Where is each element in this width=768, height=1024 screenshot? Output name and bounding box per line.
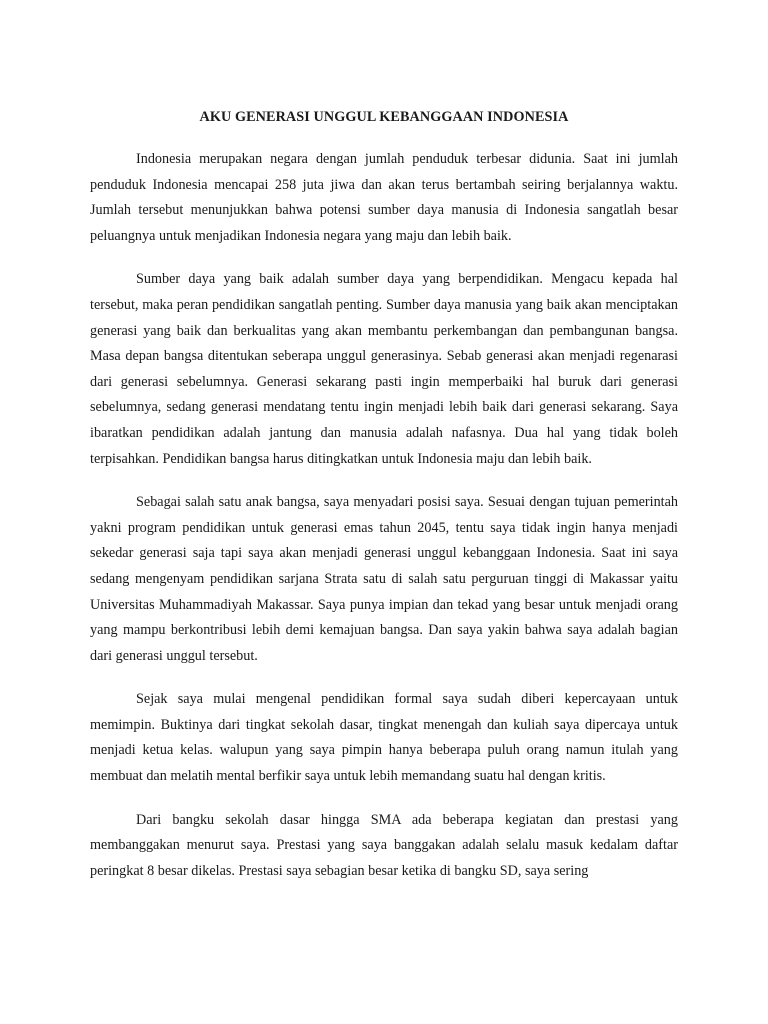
paragraph-2: Sumber daya yang baik adalah sumber daya yang berpendidikan. Mengacu kepada hal tersebut, maka peran pendidikan sangatlah penting. Sumber daya manusia yang baik akan menciptakan generasi yang baik dan berkualitas yang akan membantu perkembangan dan pembangunan bangsa. Masa depan bangsa ditentukan seberapa unggul generasinya. Sebab generasi akan menjadi regenarasi dari generasi sebelumnya. Generasi sekarang pasti ingin memperbaiki hal buruk dari generasi sebelumnya, sedang generasi mendatang tentu ingin menjadi lebih baik dari generasi sekarang. Saya ibaratkan pendidikan adalah jantung dan manusia adalah nafasnya. Dua hal yang tidak boleh terpisahkan. Pendidikan bangsa harus ditingkatkan untuk Indonesia maju dan lebih baik. [90,271,678,467]
paragraph-3: Sebagai salah satu anak bangsa, saya menyadari posisi saya. Sesuai dengan tujuan pemerintah yakni program pendidikan untuk generasi emas tahun 2045, tentu saya tidak ingin hanya menjadi sekedar generasi saja tapi saya akan menjadi generasi unggul kebanggaan Indonesia. Saat ini saya sedang mengenyam pendidikan sarjana Strata satu di salah satu perguruan tinggi di Makassar yaitu Universitas Muhammadiyah Makassar. Saya punya impian dan tekad yang besar untuk menjadi orang yang mampu berkontribusi lebih demi kemajuan bangsa. Dan saya yakin bahwa saya adalah bagian dari generasi unggul tersebut. [90,494,678,664]
paragraph-1: Indonesia merupakan negara dengan jumlah penduduk terbesar didunia. Saat ini jumlah penduduk Indonesia mencapai 258 juta jiwa dan akan terus bertambah seiring berjalannya waktu. Jumlah tersebut menunjukkan bahwa potensi sumber daya manusia di Indonesia sangatlah besar peluangnya untuk menjadikan Indonesia negara yang maju dan lebih baik. [90,151,678,244]
document-body [90,147,678,884]
paragraph-5: Dari bangku sekolah dasar hingga SMA ada beberapa kegiatan dan prestasi yang membanggakan menurut saya. Prestasi yang saya banggakan adalah selalu masuk kedalam daftar peringkat 8 besar dikelas. Prestasi saya sebagian besar ketika di bangku SD, saya sering [90,811,678,879]
paragraph-4: Sejak saya mulai mengenal pendidikan formal saya sudah diberi kepercayaan untuk memimpin. Buktinya dari tingkat sekolah dasar, tingkat menengah dan kuliah saya dipercaya untuk menjadi ketua kelas. walupun yang saya pimpin hanya beberapa puluh orang namun itulah yang membuat dan melatih mental berfikir saya untuk lebih memandang suatu hal dengan kritis. [90,691,678,785]
document-title: AKU GENERASI UNGGUL KEBANGGAAN INDONESIA [199,109,569,125]
